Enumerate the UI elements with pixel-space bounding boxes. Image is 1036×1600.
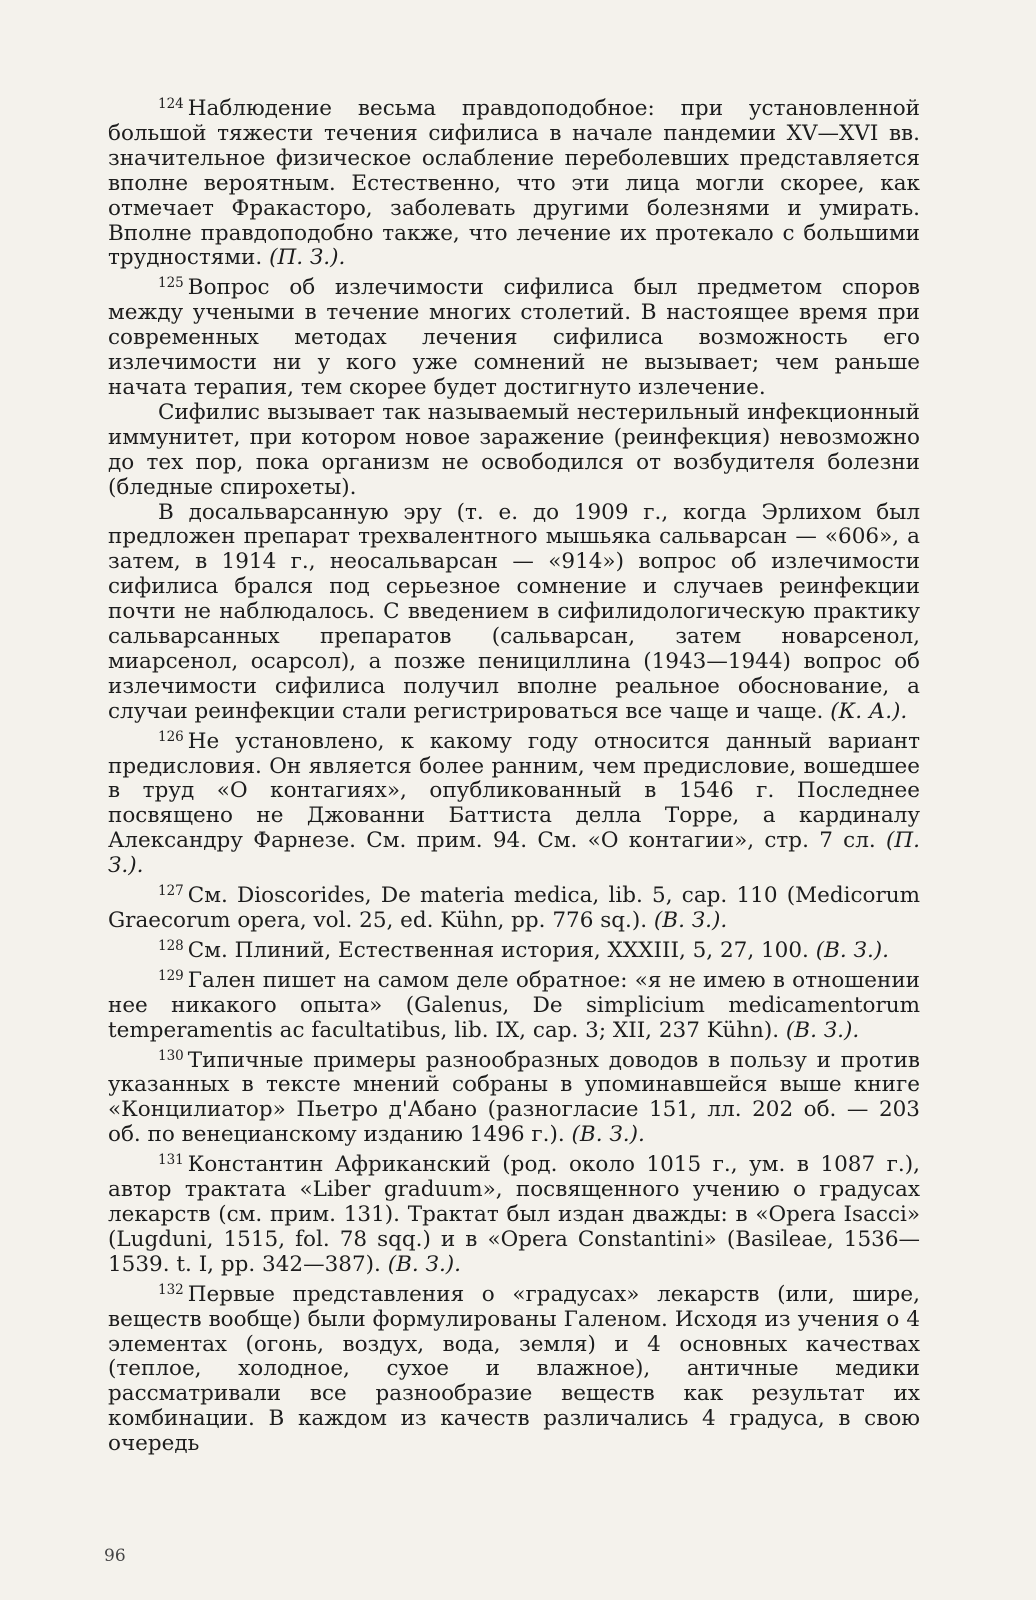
note-text: См. Dioscorides, De materia medica, lib. 5, cap. 110 (Medicorum Graecorum opera, vol. 25, ed. Kühn, pp. 776 sq.). [108,883,920,933]
note-text: Гален пишет на самом деле обратное: «я не имею в отношении нее никакого опыта» (Galenus, De simplicium medicamentorum temperamentis ac facultatibus, lib. IX, cap. 3; XII, 237 Kühn). [108,967,920,1043]
note-author: (П. З.). [108,828,920,879]
endnote-128 [108,934,920,964]
endnote-127 [108,879,920,934]
note-number: 132 [158,1281,184,1298]
endnote-125-paragraph-2 [108,401,920,501]
note-author: (К. А.). [830,698,908,724]
note-text: Сифилис вызывает так называемый нестерильный инфекционный иммунитет, при котором новое заражение (реинфекция) невозможно до тех пор, пока организм не освободился от возбудителя болезни (бледные спирохеты). [108,399,920,500]
note-text: В досальварсанную эру (т. е. до 1909 г., когда Эрлихом был предложен препарат трехвалентного мышьяка сальварсан — «606», а затем, в 1914 г., неосальварсан — «914») вопрос об излечимости сифилиса брался под серьезное сомнение и случаев реинфекции почти не наблюдалось. С введением в сифилидологическую практику сальварсанных препаратов (сальварсан, затем новарсенол, миарсенол, осарсол), а позже пенициллина (1943—1944) вопрос об излечимости сифилиса получил вполне реальное обоснование, а случаи реинфекции стали регистрироваться все чаще и чаще. [108,499,920,724]
endnote-131 [108,1148,920,1278]
note-number: 128 [158,937,184,954]
note-number: 127 [158,883,184,900]
endnote-125-paragraph-3 [108,501,920,725]
note-text: Вопрос об излечимости сифилиса был предметом споров между учеными в течение многих столетий. В настоящее время при современных методах лечения сифилиса возможность его излечимости ни у кого уже сомнений не вызывает; чем раньше начата терапия, тем скорее будет достигнуто излечение. [108,275,920,400]
endnote-132 [108,1278,920,1457]
note-text: Не установлено, к какому году относится данный вариант предисловия. Он является более ранним, чем предисловие, вошедшее в труд «О контагиях», опубликованный в 1546 г. Последнее посвящено не Джованни Баттиста делла Торре, а кардиналу Александру Фарнезе. См. прим. 94. См. «О контагии», стр. 7 сл. [108,728,920,854]
note-text: Первые представления о «градусах» лекарств (или, шире, веществ вообще) были формулированы Галеном. Исходя из учения о 4 элементах (огонь, воздух, вода, земля) и 4 основных качествах (теплое, холодное, сухое и влажное), античные медики рассматривали все разнообразие веществ как результат их комбинации. В каждом из качеств различались 4 градуса, в свою очередь [108,1281,920,1457]
note-text: Наблюдение весьма правдоподобное: при установленной большой тяжести течения сифилиса в начале пандемии XV—XVI вв. значительное физическое ослабление переболевших представляется вполне вероятным. Естественно, что эти лица могли скорее, как отмечает Фракасторо, заболевать другими болезнями и умирать. Вполне правдоподобно также, что лечение их протекало с большими трудностями. [108,96,920,271]
note-text: Константин Африканский (род. около 1015 г., ум. в 1087 г.), автор трактата «Liber graduum», посвященного учению о градусах лекарств (см. прим. 131). Трактат был издан дважды: в «Opera Isacci» (Lugduni, 1515, fol. 78 sqq.) и в «Opera Constantini» (Basileae, 1536—1539. t. I, pp. 342—387). [108,1152,920,1277]
note-author: (В. З.). [387,1251,462,1277]
note-author: (В. З.). [785,1017,860,1043]
note-text: См. Плиний, Естественная история, XXXIII, 5, 27, 100. [187,937,809,963]
note-number: 126 [158,728,184,745]
note-number: 124 [158,96,184,112]
note-author: (В. З.). [571,1122,645,1148]
page-number: 96 [104,1546,126,1566]
endnote-125 [108,271,920,401]
note-text: Типичные примеры разнообразных доводов в пользу и против указанных в тексте мнений собраны в упоминавшейся выше книге «Концилиатор» Пьетро д'Абано (разногласие 151, лл. 202 об. — 203 об. по венецианскому изданию 1496 г.). [108,1047,920,1148]
note-number: 131 [158,1152,184,1169]
note-number: 130 [158,1047,184,1064]
endnote-130 [108,1044,920,1149]
endnote-126 [108,725,920,879]
note-author: (В. З.). [815,937,890,963]
endnotes-column [108,92,920,1457]
note-author: (П. З.). [269,245,346,271]
note-author: (В. З.). [653,908,728,933]
note-number: 129 [158,967,184,984]
note-number: 125 [158,275,184,292]
endnote-129 [108,964,920,1044]
endnote-124 [108,92,920,271]
